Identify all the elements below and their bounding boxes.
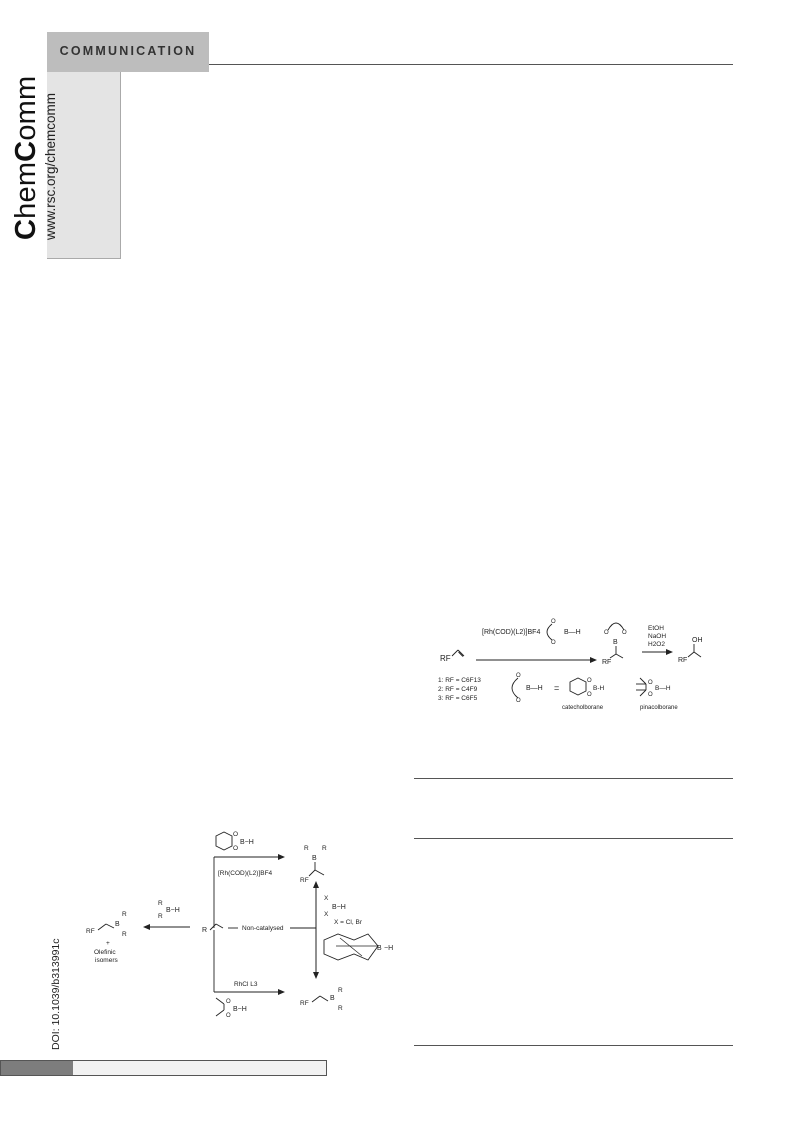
journal-logo: ChemComm	[10, 75, 42, 240]
equals-sign: =	[554, 683, 560, 693]
halide-note: X = Cl, Br	[334, 919, 362, 926]
rule-2	[414, 838, 733, 839]
non-catalysed-label: Non-catalysed	[242, 925, 284, 932]
footer-bar	[0, 1060, 327, 1076]
svg-text:RF: RF	[602, 659, 612, 666]
svg-text:B: B	[377, 945, 382, 952]
svg-text:O: O	[226, 999, 231, 1005]
svg-text:B−H: B−H	[240, 839, 254, 846]
svg-text:B: B	[312, 855, 317, 862]
substrate-1: 1: RF = C6F13	[438, 677, 481, 684]
pinacolborane-label: pinacolborane	[640, 705, 678, 711]
svg-text:O: O	[551, 640, 556, 646]
svg-text:R: R	[338, 1005, 343, 1012]
header-rule	[209, 64, 733, 65]
boronate-product	[602, 623, 627, 666]
catecholborane-top	[216, 831, 254, 852]
oxidation-reagent-1: EtOH	[648, 625, 664, 632]
svg-text:R: R	[338, 987, 343, 994]
rule-1	[414, 778, 733, 779]
linear-product-right	[300, 987, 343, 1012]
catecholborane-structure	[570, 678, 605, 698]
pinacolborane-structure	[636, 678, 671, 698]
pinacolborane-bottom	[216, 998, 247, 1019]
svg-text:O: O	[551, 619, 556, 625]
haloborane-reagent	[324, 895, 363, 926]
journal-url[interactable]: www.rsc.org/chemcomm	[43, 92, 58, 240]
alcohol-product	[678, 637, 703, 664]
linear-product-left	[86, 911, 127, 938]
svg-text:O: O	[233, 831, 239, 838]
catalyst-bottom-label: RhCl L3	[234, 981, 258, 988]
generic-borane	[512, 673, 543, 704]
svg-text:B—H: B—H	[564, 629, 581, 636]
svg-text:R: R	[158, 900, 163, 907]
svg-text:O: O	[587, 678, 592, 684]
svg-text:RF: RF	[678, 657, 688, 664]
section-label: COMMUNICATION	[59, 44, 197, 58]
oxidation-reagent-2: NaOH	[648, 633, 667, 640]
branched-product	[300, 845, 327, 884]
svg-text:B−H: B−H	[233, 1006, 247, 1013]
svg-text:B−H: B−H	[166, 907, 180, 914]
rule-3	[414, 1045, 733, 1046]
9-bbn-reagent	[324, 934, 393, 960]
substrate-3: 3: RF = C6F5	[438, 695, 478, 702]
footer-dark-segment	[1, 1061, 73, 1075]
svg-text:O: O	[233, 845, 239, 852]
isomers-label: isomers	[95, 957, 118, 964]
alkene-substrate	[440, 650, 464, 663]
doi-label: DOI: 10.1039/b313991c	[50, 938, 62, 1050]
catalyst-label: [Rh(COD)(L2)]BF4	[482, 629, 541, 636]
svg-text:B: B	[115, 921, 120, 928]
svg-text:O: O	[622, 630, 627, 636]
svg-text:O: O	[604, 630, 609, 636]
svg-text:O: O	[516, 673, 521, 679]
oxidation-reagent-3: H2O2	[648, 641, 665, 648]
catecholborane-label: catecholborane	[562, 705, 604, 711]
svg-text:X: X	[324, 911, 329, 918]
svg-text:B—H: B—H	[526, 685, 543, 692]
svg-text:B−H: B−H	[332, 904, 346, 911]
svg-text:O: O	[226, 1013, 231, 1019]
svg-text:OH: OH	[692, 637, 703, 644]
olefinic-plus: +	[106, 940, 110, 947]
svg-text:R: R	[322, 845, 327, 852]
svg-text:O: O	[648, 680, 653, 686]
svg-text:R: R	[202, 927, 208, 934]
journal-branding	[9, 62, 65, 242]
svg-text:O: O	[516, 698, 521, 704]
catalyst-top-label: [Rh(COD)(L2)]BF4	[218, 870, 273, 877]
dialkylborane-reagent	[158, 900, 180, 920]
svg-text:B-H: B-H	[593, 685, 605, 692]
svg-text:−H: −H	[384, 945, 394, 952]
scheme-2	[78, 820, 398, 1025]
svg-text:B: B	[613, 639, 618, 646]
svg-text:R: R	[304, 845, 309, 852]
boronate-ring-generic	[547, 619, 581, 646]
section-tab	[47, 32, 209, 72]
olefinic-label: Olefinic	[94, 949, 116, 956]
svg-text:X: X	[324, 895, 329, 902]
svg-text:RF: RF	[440, 654, 451, 663]
svg-text:R: R	[158, 913, 163, 920]
svg-text:R: R	[122, 931, 127, 938]
svg-text:RF: RF	[300, 1000, 309, 1007]
svg-text:O: O	[587, 692, 592, 698]
svg-text:RF: RF	[86, 928, 95, 935]
svg-text:B: B	[330, 995, 335, 1002]
svg-text:RF: RF	[300, 877, 309, 884]
scheme-1	[430, 612, 730, 717]
substrate-2: 2: RF = C4F9	[438, 686, 478, 693]
svg-text:R: R	[122, 911, 127, 918]
svg-text:B—H: B—H	[655, 685, 671, 692]
center-alkene	[202, 924, 223, 934]
svg-text:O: O	[648, 692, 653, 698]
